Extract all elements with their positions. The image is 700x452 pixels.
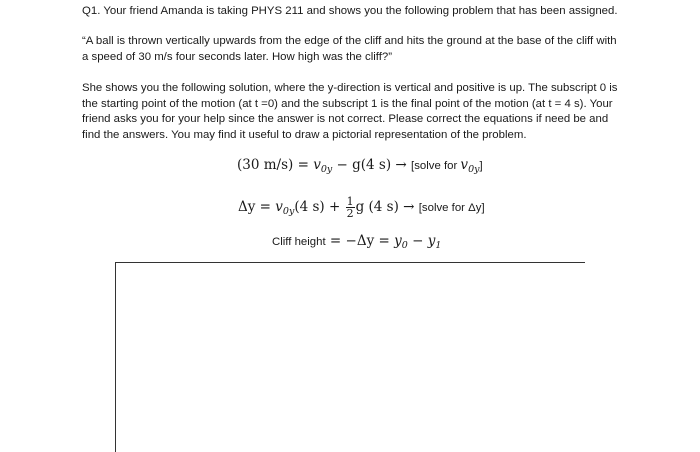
eq1-note-v-sub: 0y <box>468 164 480 175</box>
problem-statement: “A ball is thrown vertically upwards from the edge of the cliff and hits the ground at the base of the cliff with a speed of 30 m/s four seconds later. How high was the cliff?” <box>82 35 617 63</box>
equation-cliff-height <box>272 232 441 255</box>
eq1-rest: − g(4 s) → <box>332 157 412 173</box>
instructions-text: She shows you the following solution, where the y-direction is vertical and positive is up. The subscript 0 is the starting point of the motion (at t =0) and the subscript 1 is the final point of the motion (at t = 4 s). Your friend asks you for your help since the answer is not correct. Please correct the equations if need be and find the answers. You may find it useful to draw a pictorial representation of the problem. <box>82 82 618 141</box>
eq1-note-open: [solve for <box>411 160 461 172</box>
eq3-expr1: = −Δy = <box>325 233 395 249</box>
eq2-v: v <box>275 199 283 215</box>
eq3-y1: y <box>427 233 436 249</box>
eq1-v-sub: 0y <box>320 164 333 175</box>
eq3-minus: − <box>407 233 428 249</box>
eq2-v-sub: 0y <box>282 206 295 217</box>
eq3-y0: y <box>394 233 402 249</box>
eq1-note-v: v <box>460 157 469 173</box>
eq2-note: [solve for Δy] <box>418 202 485 214</box>
eq2-lhs: Δy = <box>238 199 276 215</box>
eq2-rest: g (4 s) → <box>355 199 419 215</box>
eq3-label: Cliff height <box>272 236 326 248</box>
question-text: Q1. Your friend Amanda is taking PHYS 211 and shows you the following problem that has been assigned. <box>82 5 618 17</box>
answer-box[interactable] <box>115 262 585 452</box>
eq1-v: v <box>313 157 321 173</box>
eq2-fraction <box>346 196 355 219</box>
equation-displacement <box>238 196 485 221</box>
eq2-mid: (4 s) + <box>294 199 345 215</box>
eq1-note-close: ] <box>479 160 483 172</box>
eq3-y0-sub: 0 <box>401 240 408 251</box>
eq1-lhs: (30 m/s) = <box>237 157 314 173</box>
equation-velocity <box>237 156 483 179</box>
eq3-y1-sub: 1 <box>435 240 442 251</box>
eq2-frac-den: 2 <box>346 207 354 220</box>
eq2-frac-num: 1 <box>346 195 354 208</box>
